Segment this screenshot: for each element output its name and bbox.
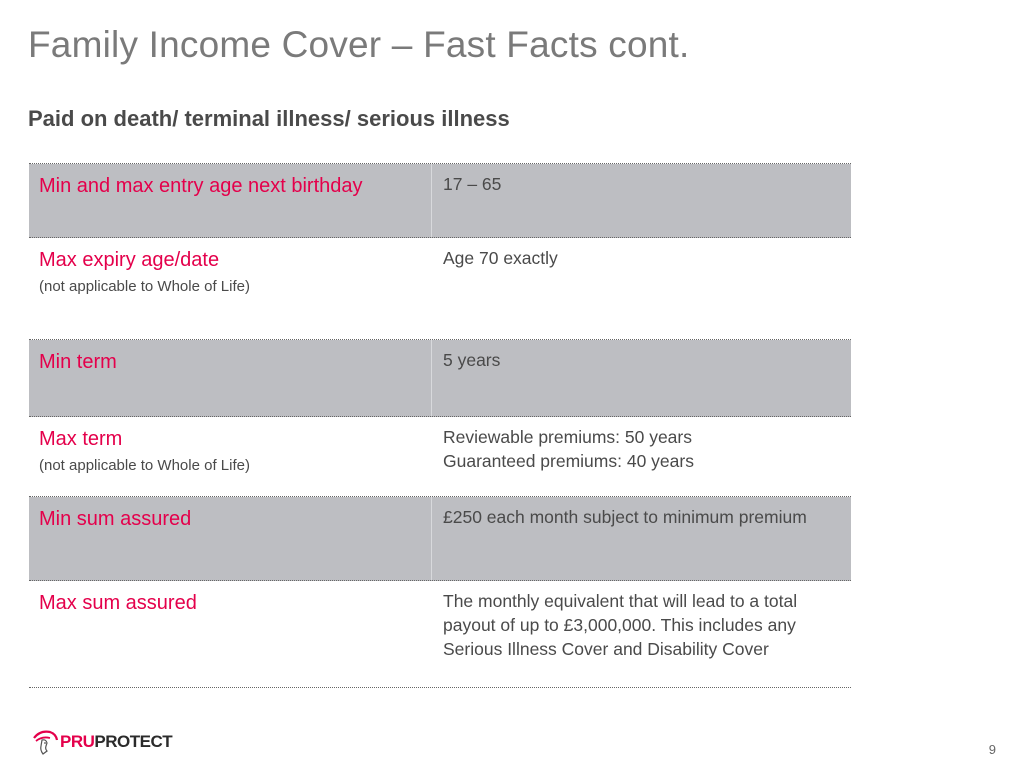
row-value-line: Reviewable premiums: 50 years [443,427,692,447]
row-value: 17 – 65 [443,174,502,194]
brand-wordmark: PRUPROTECT [60,732,173,751]
table-row [29,164,851,238]
row-value: Age 70 exactly [443,248,558,268]
slide-title: Family Income Cover – Fast Facts cont. [28,24,690,65]
table-row [29,581,851,688]
table-row [29,497,851,581]
row-label: Max term [39,428,123,450]
pruprotect-logo [30,728,172,756]
row-label: Max expiry age/date [39,249,220,271]
slide-subtitle: Paid on death/ terminal illness/ serious illness [28,106,510,131]
row-value: 5 years [443,350,501,370]
row-label-cell [29,581,432,687]
row-value: The monthly equivalent that will lead to a total payout of up to £3,000,000. This includes any Serious Illness Cover and Disability Cover [443,591,798,659]
row-label: Max sum assured [39,592,197,614]
row-label: Min sum assured [39,508,192,530]
row-label: Min and max entry age next birthday [39,175,363,197]
table-row [29,340,851,417]
page-number: 9 [988,742,996,757]
fast-facts-table [29,163,851,688]
row-label-cell [29,497,432,580]
row-note: (not applicable to Whole of Life) [39,457,250,474]
row-value: £250 each month subject to minimum premium [443,507,807,527]
table-row [29,417,851,497]
row-label: Min term [39,351,117,373]
row-note: (not applicable to Whole of Life) [39,278,250,295]
table-row [29,238,851,340]
row-value [432,417,851,496]
row-label-cell [29,164,432,237]
prudence-head-icon [30,728,60,756]
row-label-cell [29,417,432,496]
row-label-cell [29,238,432,339]
row-label-cell [29,340,432,416]
row-value-line: Guaranteed premiums: 40 years [443,451,694,471]
